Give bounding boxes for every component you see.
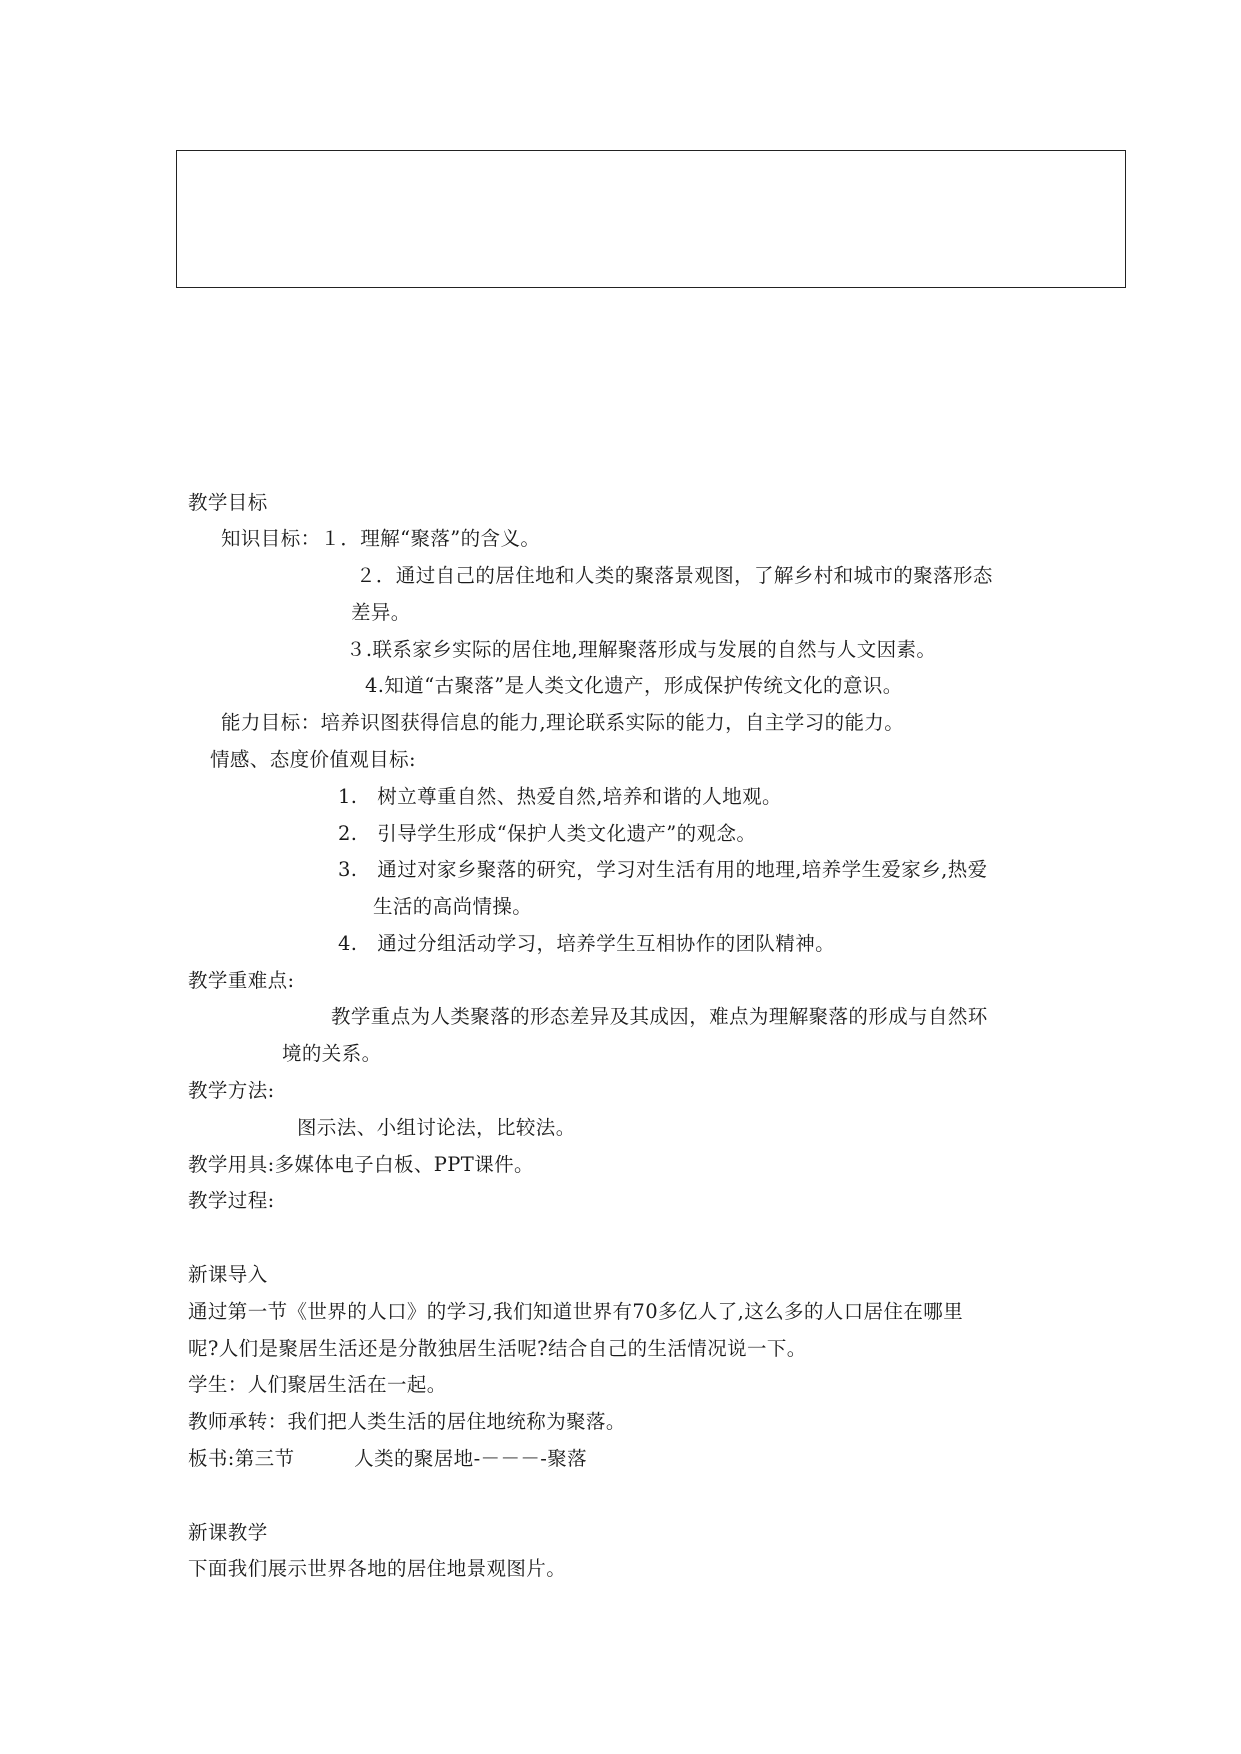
student-response: 学生：人们聚居生活在一起。 [188,1373,447,1396]
header-box [176,150,1126,288]
knowledge-goal-4: 4.知道“古聚落”是人类文化遗产，形成保护传统文化的意识。 [365,674,903,697]
section-heading-process: 教学过程: [188,1189,275,1212]
section-heading-methods: 教学方法: [188,1079,275,1102]
knowledge-goal-2: ２．通过自己的居住地和人类的聚落景观图，了解乡村和城市的聚落形态 [356,564,993,587]
emotion-goal-heading: 情感、态度价值观目标: [210,748,416,771]
key-points-text-cont: 境的关系。 [282,1042,382,1065]
knowledge-goal-2-cont: 差异。 [351,601,411,624]
board-title: 板书:第三节 人类的聚居地-－－－-聚落 [188,1447,588,1470]
emotion-goal-3-cont: 生活的高尚情操。 [373,895,533,918]
section-heading-key-points: 教学重难点: [188,969,295,992]
emotion-goal-3: 3. 通过对家乡聚落的研究，学习对生活有用的地理,培养学生爱家乡,热爱 [338,858,988,881]
emotion-goal-1: 1. 树立尊重自然、热爱自然,培养和谐的人地观。 [338,785,782,808]
intro-paragraph-line1: 通过第一节《世界的人口》的学习,我们知道世界有70多亿人了,这么多的人口居住在哪里 [188,1300,964,1323]
key-points-text: 教学重点为人类聚落的形态差异及其成因，难点为理解聚落的形成与自然环 [331,1005,988,1028]
section-heading-new-lesson: 新课教学 [188,1521,268,1544]
intro-paragraph-line2: 呢?人们是聚居生活还是分散独居生活呢?结合自己的生活情况说一下。 [188,1337,807,1360]
section-heading-objectives: 教学目标 [188,491,268,514]
section-heading-intro: 新课导入 [188,1263,268,1286]
knowledge-goal-3: ３.联系家乡实际的居住地,理解聚落形成与发展的自然与人文因素。 [346,638,937,661]
methods-text: 图示法、小组讨论法，比较法。 [297,1116,576,1139]
new-lesson-text: 下面我们展示世界各地的居住地景观图片。 [188,1557,567,1580]
ability-goal: 能力目标：培养识图获得信息的能力,理论联系实际的能力，自主学习的能力。 [221,711,905,734]
knowledge-goal-1: 知识目标：１．理解“聚落”的含义。 [221,527,541,550]
emotion-goal-4: 4. 通过分组活动学习，培养学生互相协作的团队精神。 [338,932,836,955]
emotion-goal-2: 2. 引导学生形成“保护人类文化遗产”的观念。 [338,822,757,845]
teaching-tools: 教学用具:多媒体电子白板、PPT课件。 [188,1153,534,1176]
teacher-transition: 教师承转：我们把人类生活的居住地统称为聚落。 [188,1410,626,1433]
